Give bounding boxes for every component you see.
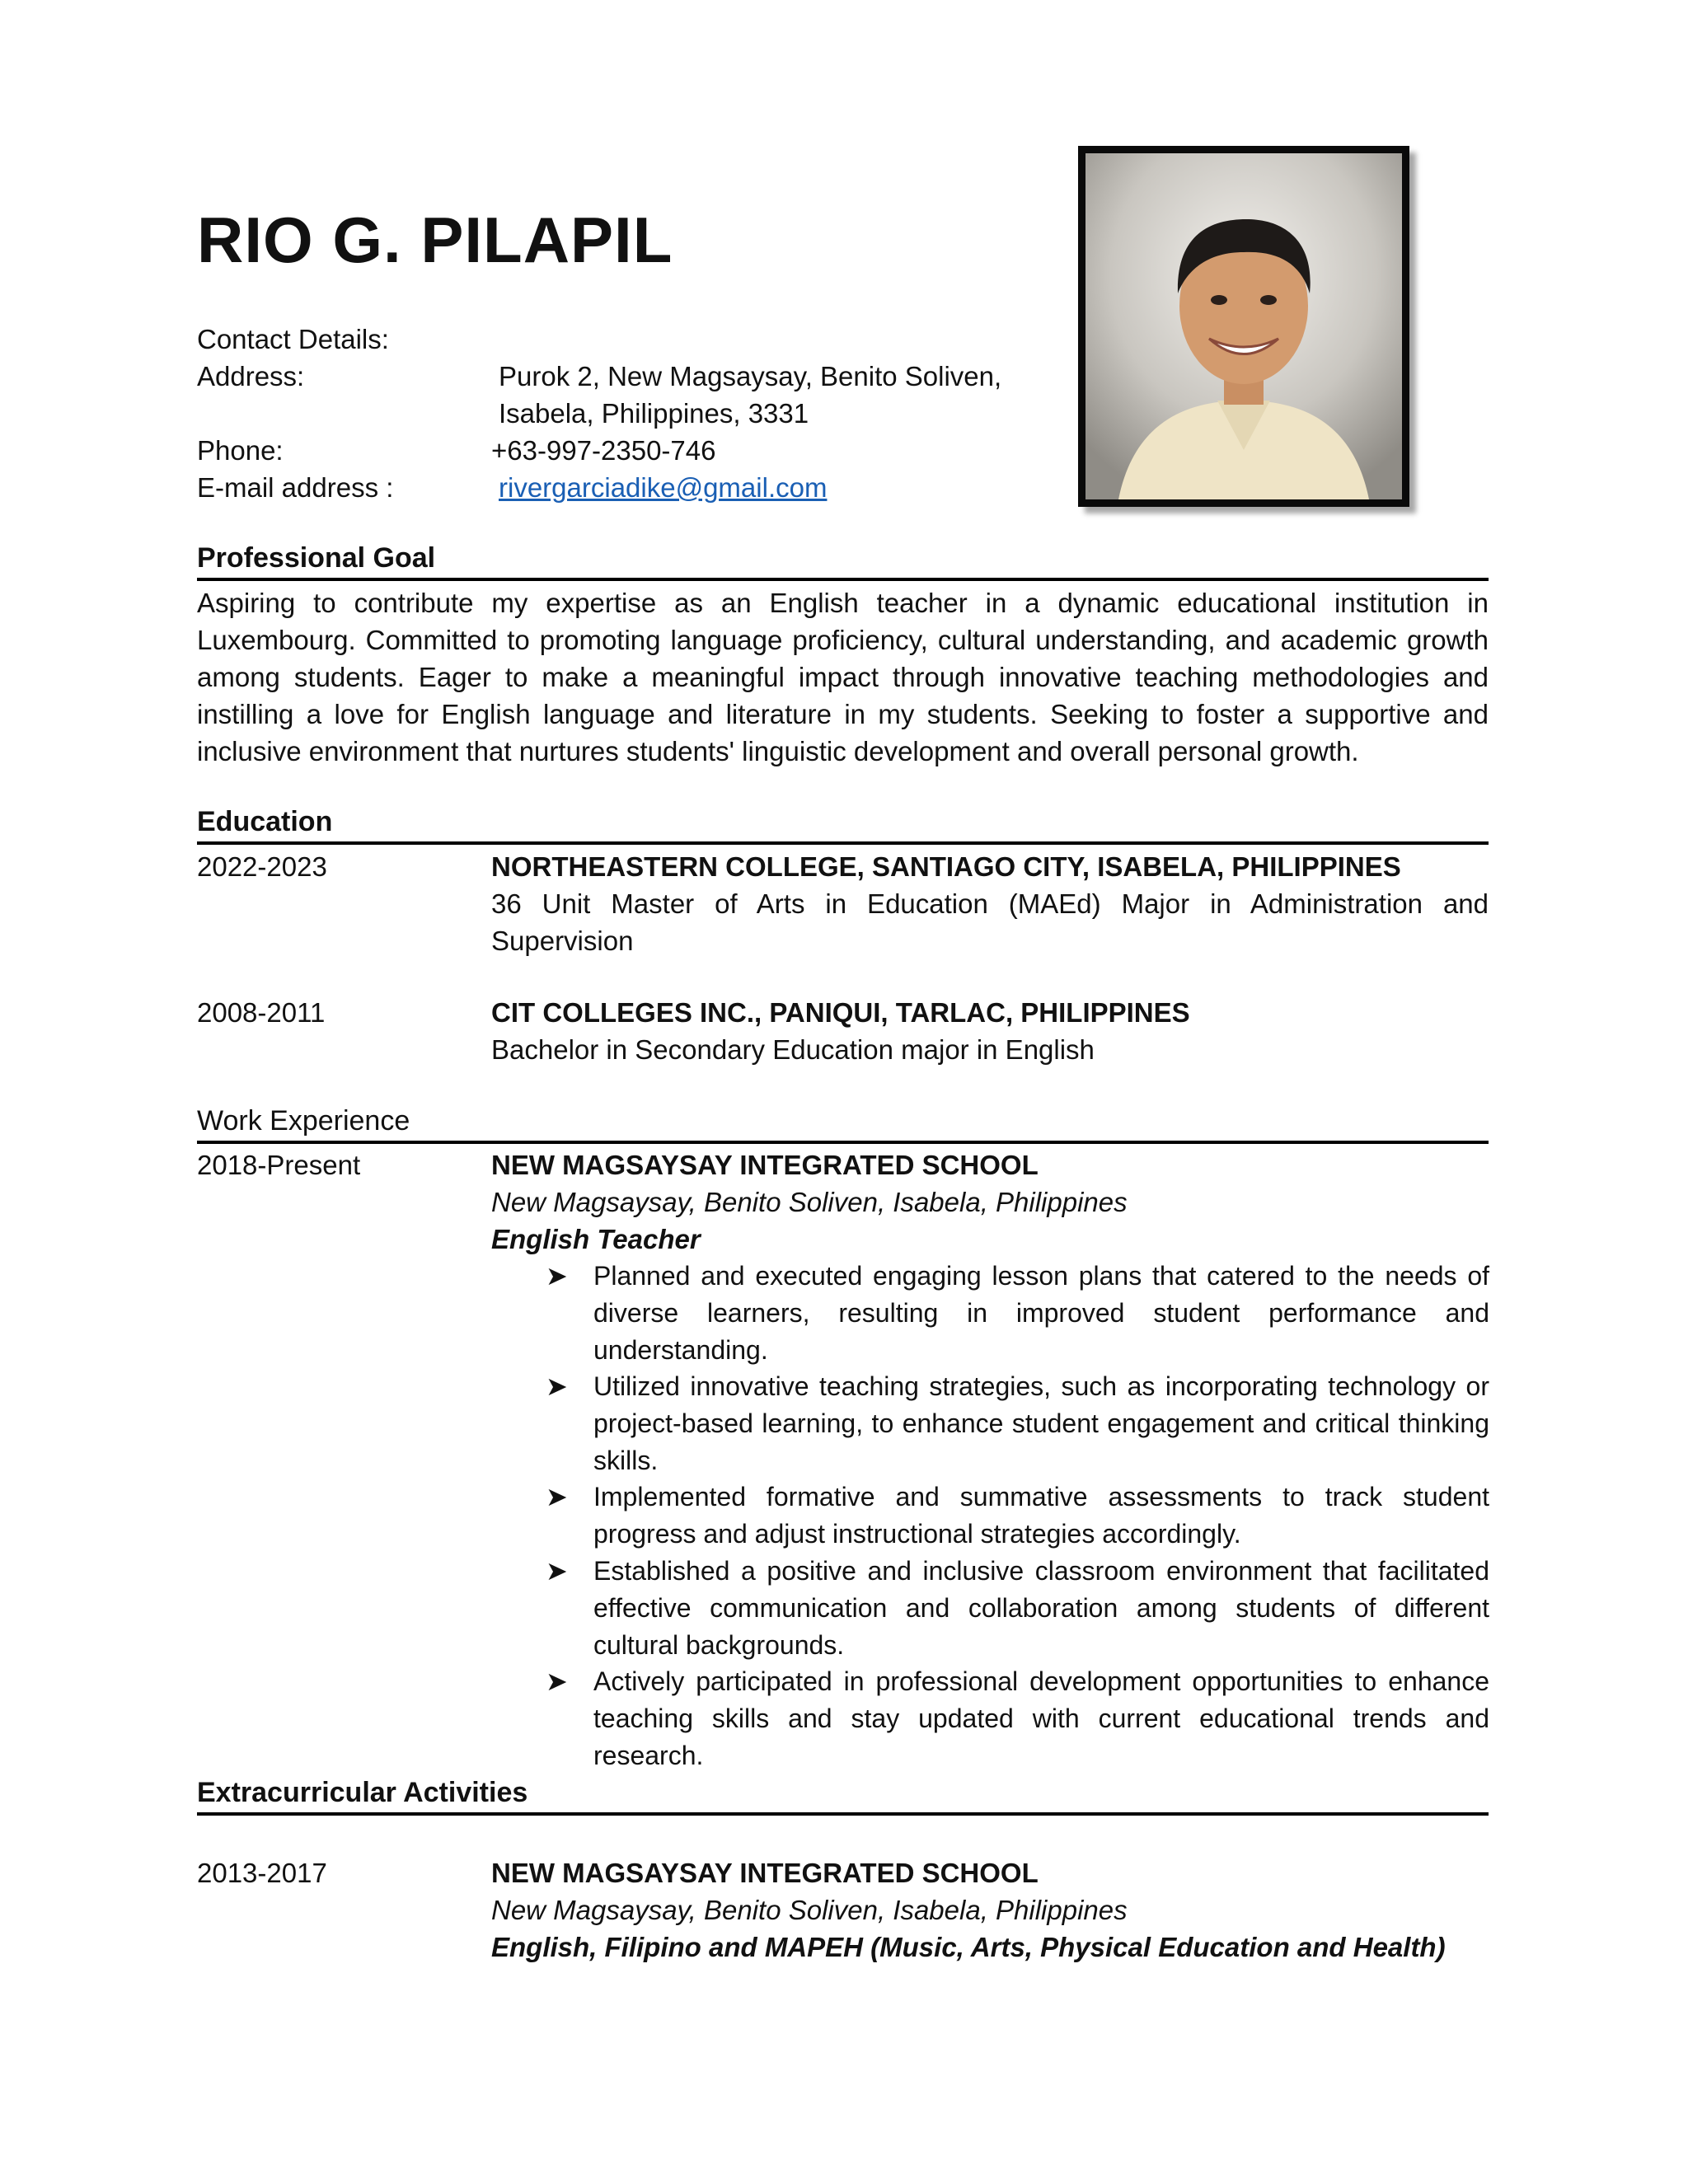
work-bullet-text: Implemented formative and summative assessments to track student progress and adjust instructional strategies accordingly. — [593, 1482, 1489, 1549]
email-link[interactable]: rivergarciadike@gmail.com — [499, 472, 828, 503]
goal-text: Aspiring to contribute my expertise as an English teacher in a dynamic educational institution in Luxembourg. Committed to promoting language proficiency, cultural understanding, and academic growth among students. Eager to make a meaningful impact through innovative teaching methodologies and instilling a love for English language and literature in my students. Seeking to foster a supportive and inclusive environment that nurtures students' linguistic development and overall personal growth. — [197, 588, 1489, 766]
education-years: 2008-2011 — [197, 997, 326, 1028]
address-line-1: Purok 2, New Magsaysay, Benito Soliven, — [499, 361, 1002, 391]
education-school: NORTHEASTERN COLLEGE, SANTIAGO CITY, ISABELA, PHILIPPINES — [491, 851, 1401, 882]
education-heading: Education — [197, 806, 333, 837]
email-label: E-mail address : — [197, 472, 394, 503]
education-detail: 36 Unit Master of Arts in Education (MAEd) Major in Administration and Supervision — [491, 888, 1489, 956]
work-school: NEW MAGSAYSAY INTEGRATED SCHOOL — [491, 1150, 1039, 1180]
contact-title: Contact Details: — [197, 324, 389, 354]
address-label: Address: — [197, 361, 305, 391]
goal-heading: Professional Goal — [197, 542, 436, 574]
education-divider — [197, 841, 1489, 845]
work-divider — [197, 1141, 1489, 1144]
work-bullet-text: Planned and executed engaging lesson plans that catered to the needs of diverse learners, resulting in improved student performance and understanding. — [593, 1261, 1489, 1365]
extracurricular-heading: Extracurricular Activities — [197, 1777, 528, 1808]
extracurricular-subjects: English, Filipino and MAPEH (Music, Arts, Physical Education and Health) — [491, 1932, 1446, 1962]
education-school: CIT COLLEGES INC., PANIQUI, TARLAC, PHILIPPINES — [491, 997, 1190, 1028]
phone-value: +63-997-2350-746 — [491, 435, 716, 466]
arrowhead-bullet-icon: ➤ — [546, 1371, 568, 1401]
work-role: English Teacher — [491, 1224, 701, 1254]
address-line-2: Isabela, Philippines, 3331 — [499, 398, 809, 429]
arrowhead-bullet-icon: ➤ — [546, 1666, 568, 1696]
arrowhead-bullet-icon: ➤ — [546, 1482, 568, 1511]
phone-label: Phone: — [197, 435, 284, 466]
arrowhead-bullet-icon: ➤ — [546, 1556, 568, 1586]
profile-photo — [1078, 146, 1409, 507]
extracurricular-school: NEW MAGSAYSAY INTEGRATED SCHOOL — [491, 1858, 1039, 1888]
work-heading: Work Experience — [197, 1105, 410, 1137]
education-years: 2022-2023 — [197, 851, 327, 882]
work-location: New Magsaysay, Benito Soliven, Isabela, Philippines — [491, 1187, 1128, 1217]
work-years: 2018-Present — [197, 1150, 361, 1180]
extracurricular-years: 2013-2017 — [197, 1858, 327, 1888]
work-bullet-text: Actively participated in professional development opportunities to enhance teaching skills and stay updated with current educational trends and research. — [593, 1666, 1489, 1770]
work-bullet-text: Utilized innovative teaching strategies, such as incorporating technology or project-based learning, to enhance student engagement and critical thinking skills. — [593, 1371, 1489, 1475]
extracurricular-location: New Magsaysay, Benito Soliven, Isabela, Philippines — [491, 1895, 1128, 1925]
arrowhead-bullet-icon: ➤ — [546, 1261, 568, 1291]
education-detail: Bachelor in Secondary Education major in English — [491, 1034, 1095, 1065]
extracurricular-divider — [197, 1812, 1489, 1816]
goal-divider — [197, 578, 1489, 581]
portrait-image — [1085, 153, 1402, 499]
work-bullet-text: Established a positive and inclusive classroom environment that facilitated effective communication and collaboration among students of different cultural backgrounds. — [593, 1556, 1489, 1660]
candidate-name: RIO G. PILAPIL — [197, 204, 673, 276]
